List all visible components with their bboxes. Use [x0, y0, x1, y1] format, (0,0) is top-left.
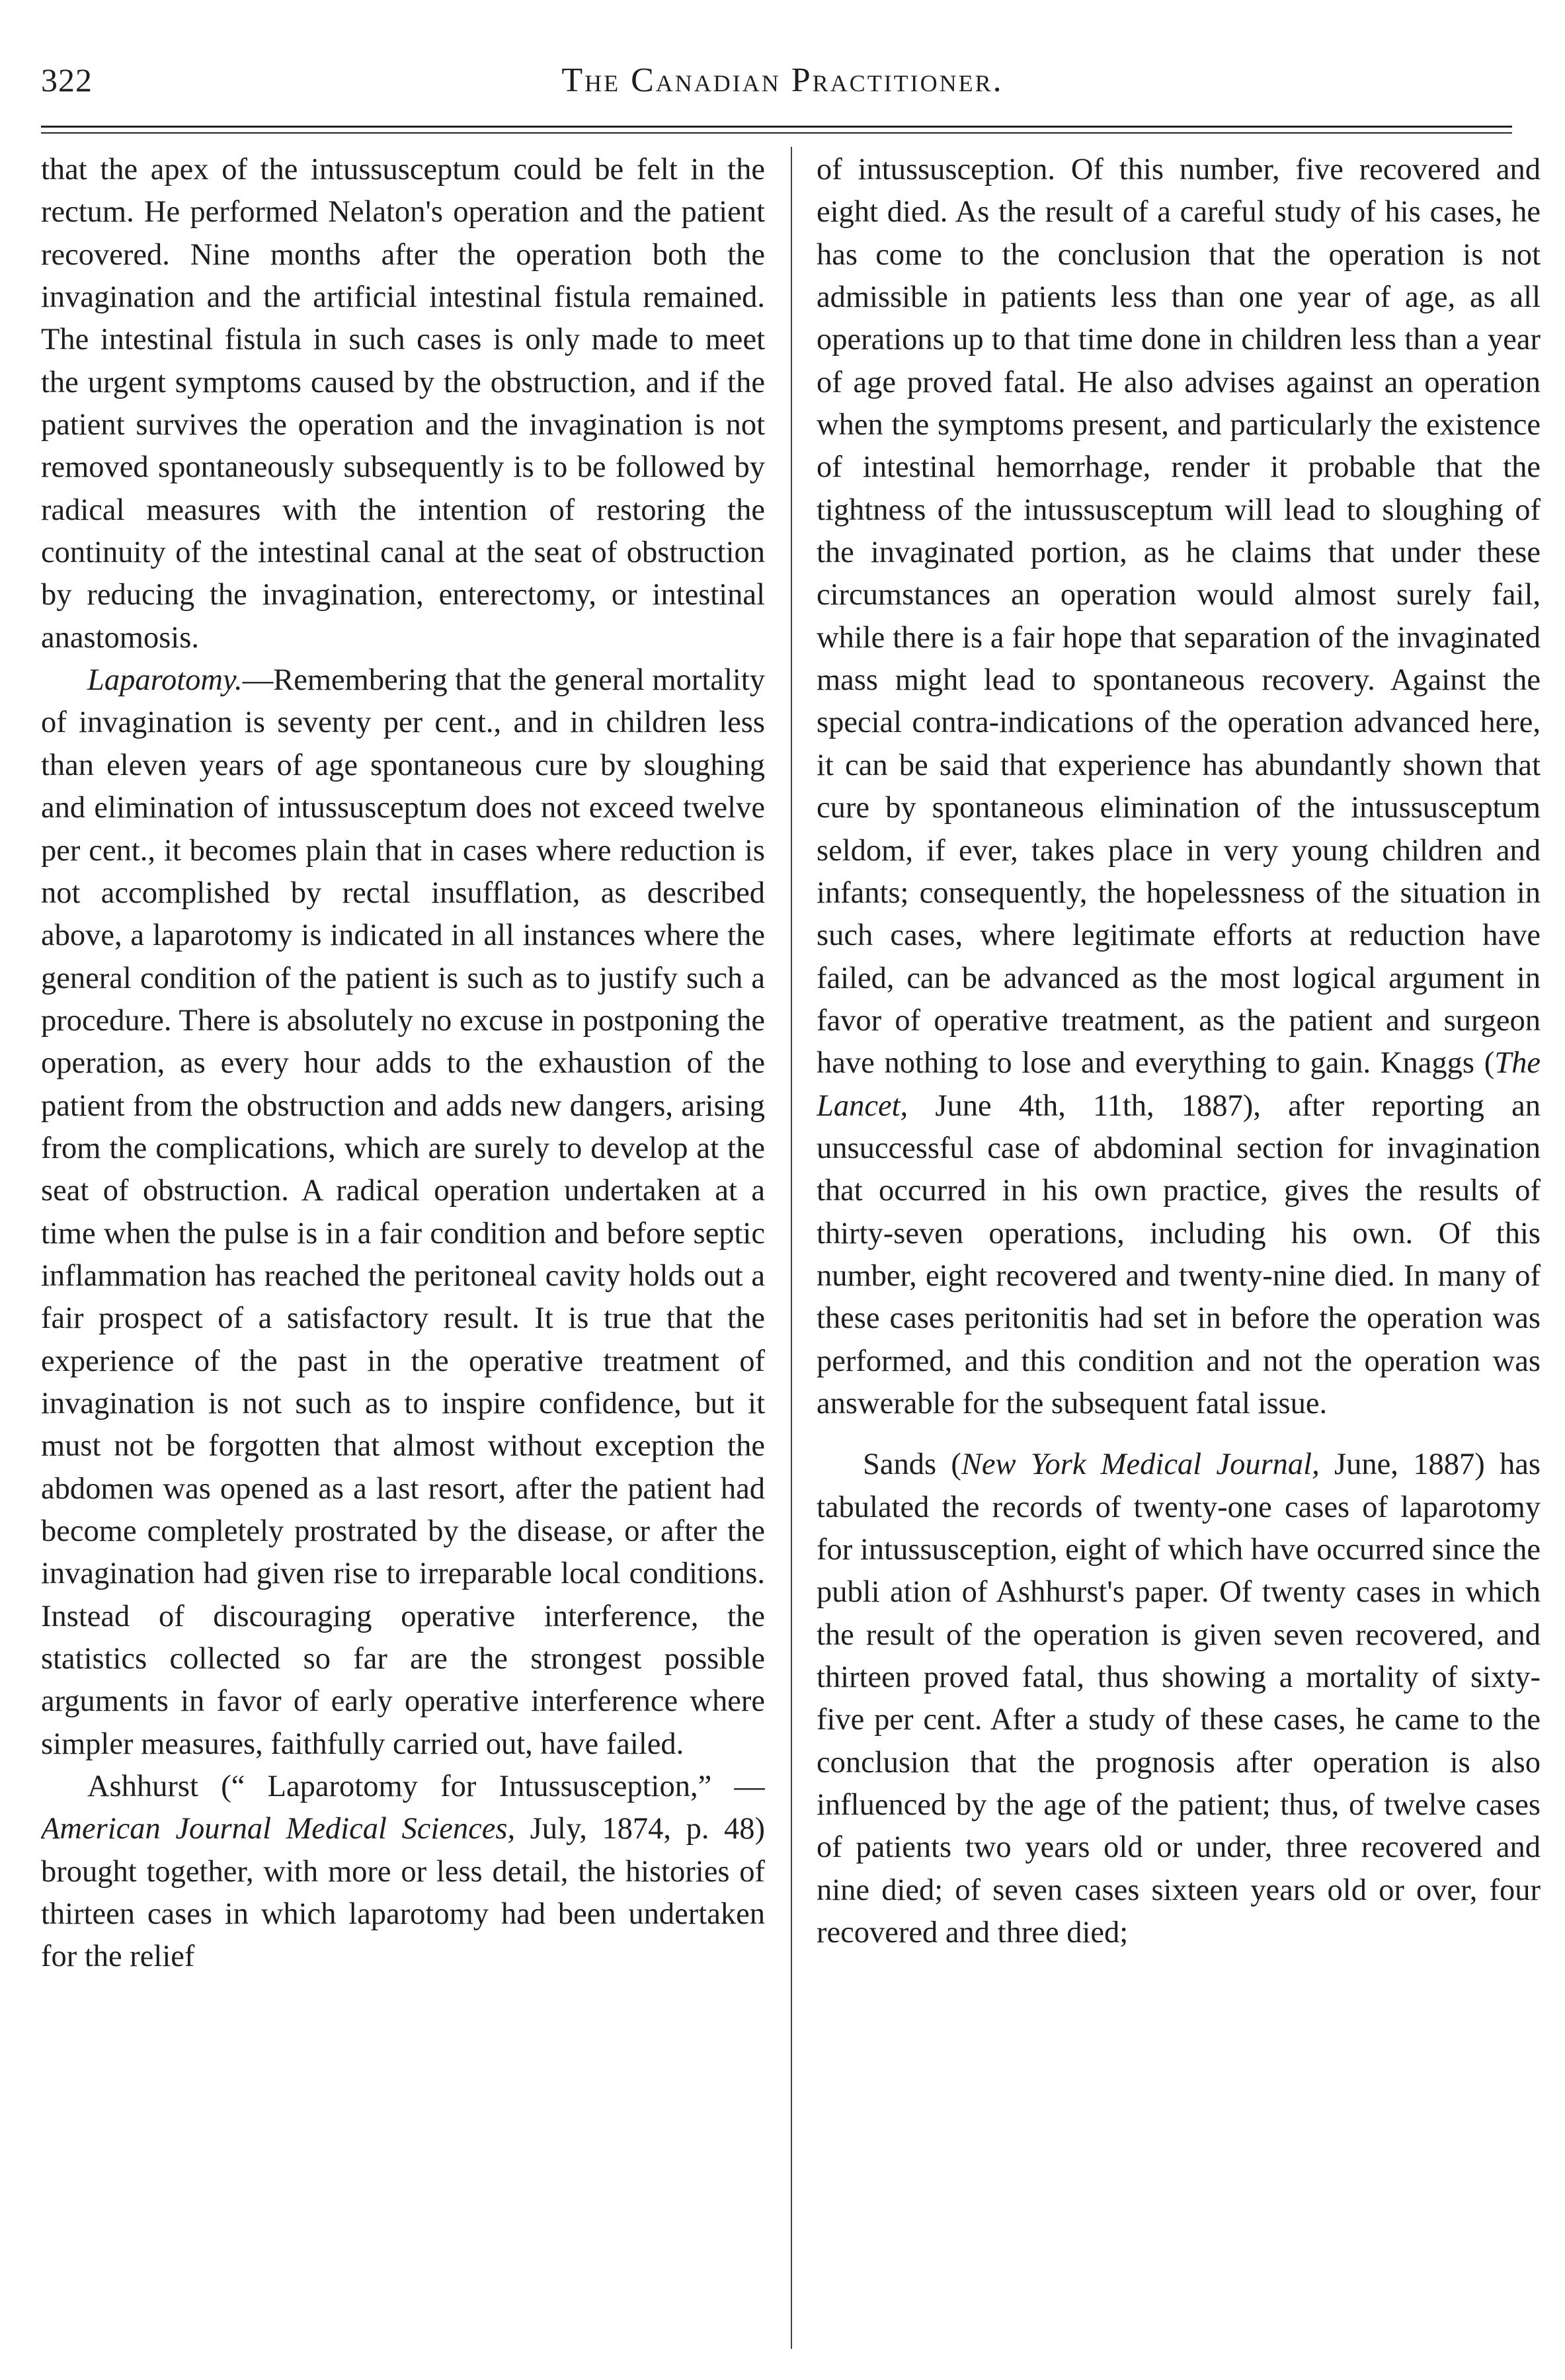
- paragraph-ashhurst-continued-start: of intussusception. Of this number, five recovered and eight died. As the result of a careful study of his cases, he has come to the conclusion that the operation is not admissible in patients less than one year of age, as all operations up to that time done in children less than a year of age proved fatal. He also advises against an operation when the symptoms present, and particularly the existence of intestinal hemorrhage, render it probable that the tightness of the intussusceptum will lead to sloughing of the invaginated portion, as he claims that under these circumstances an operation would almost surely fail, while there is a fair hope that separation of the invaginated mass might lead to spontaneous recovery. Against the special contra-indications of the operation advanced here, it can be said that experience has abundantly shown that cure by spontaneous elimination of the intussusceptum seldom, if ever, takes place in very young children and infants; consequently, the hopelessness of the situation in such cases, where legitimate efforts at reduction have failed, can be advanced as the most logical argument in favor of operative treatment, as the patient and surgeon have nothing to lose and everything to gain. Knaggs (: [817, 153, 1541, 1081]
- paragraph-laparotomy: [41, 659, 765, 1766]
- paragraph-laparotomy-body: —Remembering that the general mortality of invagination is seventy per cent., and in children less than eleven years of age spontaneous cure by sloughing and elimination of intussusceptum does not exceed twelve per cent., it becomes plain that in cases where reduction is not accomplished by rectal insufflation, as described above, a laparotomy is indicated in all instances where the general condition of the patient is such as to justify such a procedure. There is absolutely no excuse in postponing the operation, as every hour adds to the exhaustion of the patient from the obstruction and adds new dangers, arising from the complications, which are surely to develop at the seat of obstruction. A radical operation undertaken at a time when the pulse is in a fair condition and before septic inflammation has reached the peritoneal cavity holds out a fair prospect of a satisfactory result. It is true that the experience of the past in the operative treatment of invagination is not such as to inspire confidence, but it must not be forgotten that almost without exception the abdomen was opened as a last resort, after the patient had become completely prostrated by the disease, or after the invagination had given rise to irreparable local conditions. Instead of discouraging operative interference, the statistics collected so far are the strongest possible arguments in favor of early operative interference where simpler measures, faithfully carried out, have failed.: [41, 663, 765, 1761]
- left-column: [41, 149, 765, 2351]
- running-head-title: The Canadian Practitioner.: [561, 62, 1004, 99]
- paragraph-sands-end: June, 1887) has tabulated the records of twenty-one cases of laparotomy for intussusception, eight of which have occurred since the publi ation of Ashhurst's paper. Of twenty cases in which the result of the operation is given seven recovered, and thirteen proved fatal, thus showing a mortality of sixty-five per cent. After a study of these cases, he came to the conclusion that the prognosis after operation is also influenced by the age of the patient; thus, of twelve cases of patients two years old or under, three recovered and nine died; of seven cases sixteen years old or over, four recovered and three died;: [817, 1448, 1541, 1950]
- journal-citation-new-york-medical: New York Medical Journal,: [961, 1448, 1320, 1482]
- paragraph-ashhurst-continued-end: June 4th, 11th, 1887), after reporting an unsuccessful case of abdominal section for invagination that occurred in his own practice, gives the results of thirty-seven operations, including his own. Of this number, eight recovered and twenty-nine died. In many of these cases peritonitis had set in before the operation was performed, and this condition and not the operation was answerable for the subsequent fatal issue.: [817, 1088, 1541, 1420]
- journal-citation-lancet: The Lancet,: [817, 1046, 1541, 1123]
- paragraph-ashhurst-end: July, 1874, p. 48) brought together, with more or less detail, the histories of thirteen cases in which laparotomy had been undertaken for the relief: [41, 1812, 765, 1974]
- paragraph-continued: that the apex of the intussusceptum could be felt in the rectum. He performed Nelaton's operation and the patient recovered. Nine months after the operation both the invagination and the artificial intestinal fistula remained. The intestinal fistula in such cases is only made to meet the urgent symptoms caused by the obstruction, and if the patient survives the operation and the invagination is not removed spontaneously subsequently is to be followed by radical measures with the intention of restoring the continuity of the intestinal canal at the seat of obstruction by reducing the invagination, enterectomy, or intestinal anastomosis.: [41, 153, 765, 655]
- header-rule-top: [41, 126, 1512, 128]
- section-heading-laparotomy: Laparotomy.: [87, 663, 243, 698]
- header-rule-bottom: [41, 132, 1512, 134]
- paragraph-sands-start: Sands (: [863, 1448, 961, 1482]
- page-number: 322: [41, 62, 93, 99]
- paragraph-ashhurst-start: Ashhurst (“ Laparotomy for Intussusception,” —: [87, 1770, 765, 1804]
- paragraph-sands: [817, 1444, 1541, 1954]
- column-divider: [791, 147, 792, 2349]
- right-column: [817, 149, 1541, 2351]
- paragraph-ashhurst-continued: [817, 149, 1541, 1425]
- paragraph-ashhurst: [41, 1766, 765, 1979]
- journal-citation-american-journal: American Journal Medical Sciences,: [41, 1812, 516, 1846]
